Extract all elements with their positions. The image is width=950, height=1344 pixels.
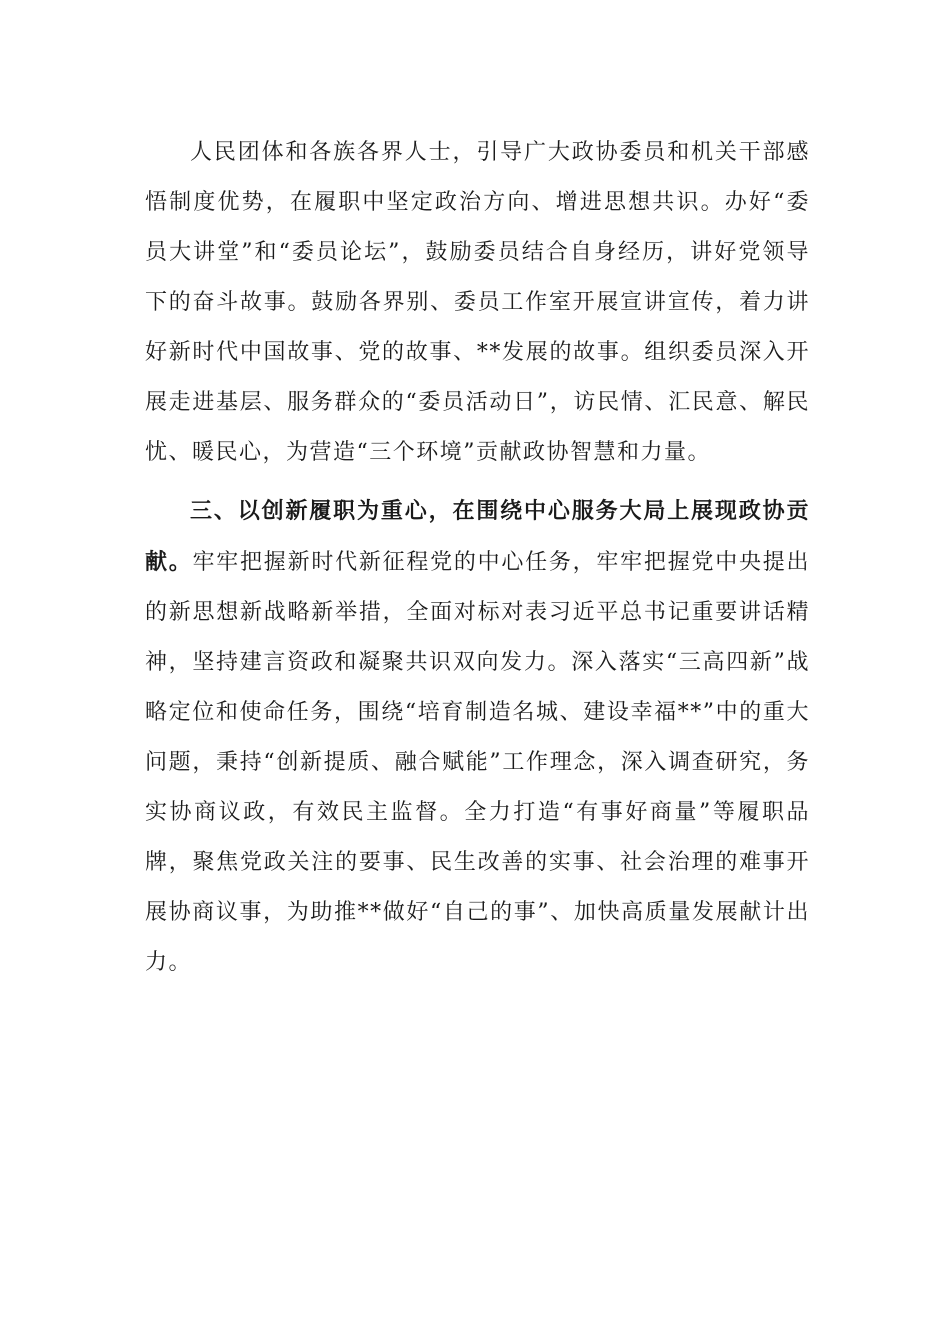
paragraph-1: 人民团体和各族各界人士，引导广大政协委员和机关干部感悟制度优势，在履职中坚定政治方向、增进思想共识。办好“委员大讲堂”和“委员论坛”，鼓励委员结合自身经历，讲好党领导下的奋斗故事。鼓励各界别、委员工作室开展宣讲宣传，着力讲好新时代中国故事、党的故事、**发展的故事。组织委员深入开展走进基层、服务群众的“委员活动日”，访民情、汇民意、解民忧、暖民心，为营造“三个环境”贡献政协智慧和力量。 xyxy=(145,140,810,465)
document-page xyxy=(145,128,810,988)
section-3-body: 牢牢把握新时代新征程党的中心任务，牢牢把握党中央提出的新思想新战略新举措，全面对标对表习近平总书记重要讲话精神，坚持建言资政和凝聚共识双向发力。深入落实“三高四新”战略定位和使命任务，围绕“培育制造名城、建设幸福**”中的重大问题，秉持“创新提质、融合赋能”工作理念，深入调查研究，务实协商议政，有效民主监督。全力打造“有事好商量”等履职品牌，聚焦党政关注的要事、民生改善的实事、社会治理的难事开展协商议事，为助推**做好“自己的事”、加快高质量发展献计出力。 xyxy=(145,550,810,975)
section-3-heading: 三、以创新履职为重心，在围绕中心服务大局上展现政协贡献。 xyxy=(145,498,810,575)
section-3-paragraph xyxy=(145,486,810,988)
